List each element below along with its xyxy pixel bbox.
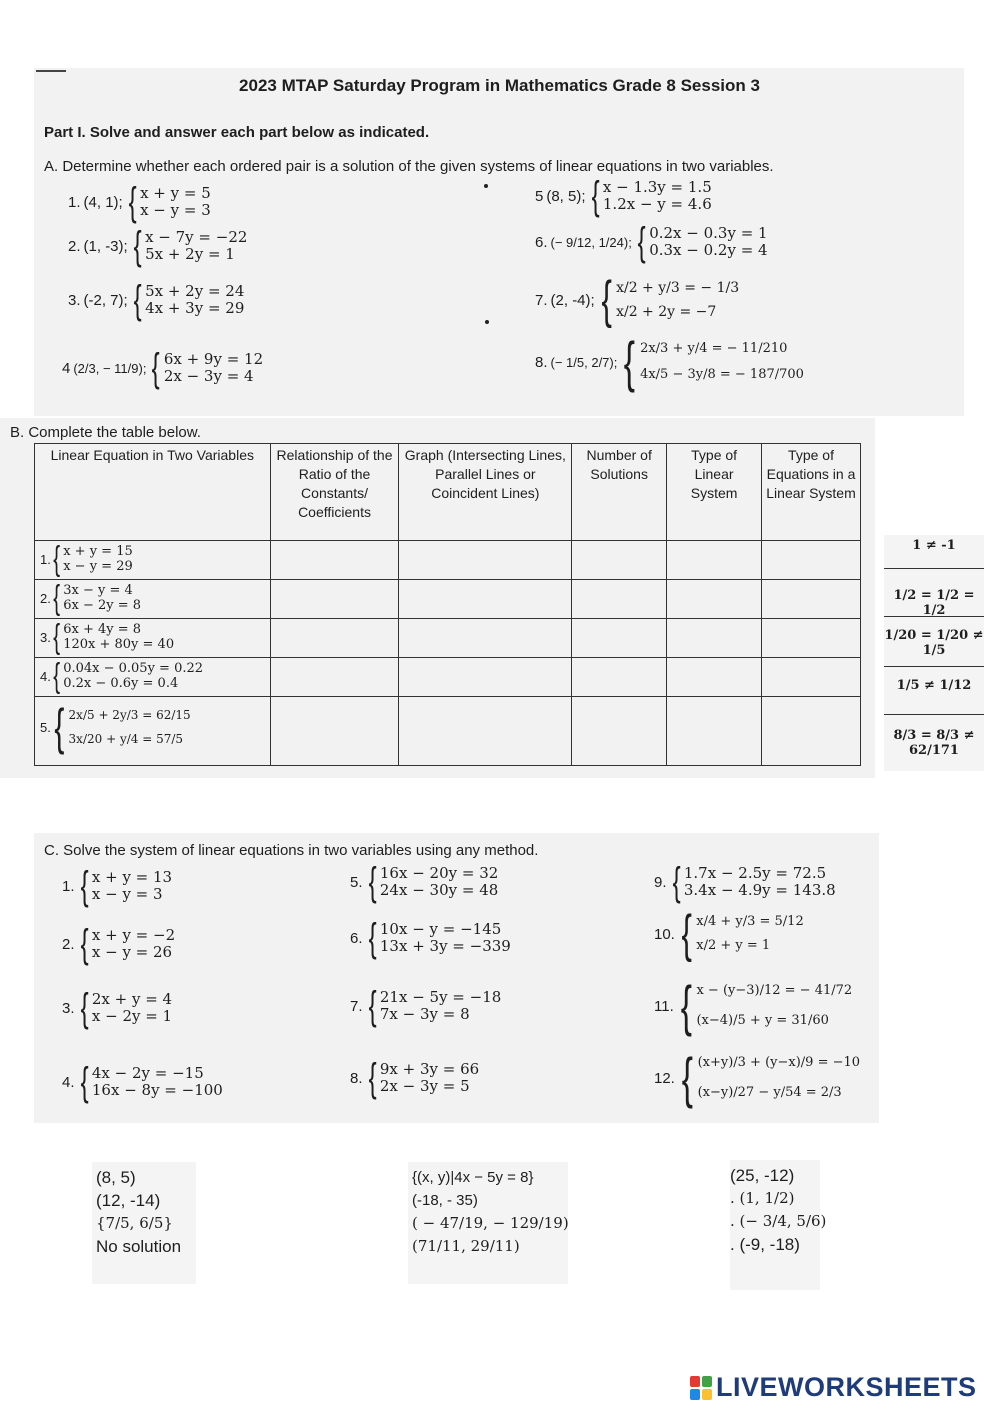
header-cell: Relationship of the Ratio of the Constants/ Coefficients xyxy=(270,444,399,541)
logo-grid-icon xyxy=(690,1376,712,1400)
c-item: 12. { (x+y)/3 + (y−x)/9 = −10 (x−y)/27 − y/54 = 2/3 xyxy=(654,1046,861,1109)
table-row xyxy=(35,619,861,658)
answer-choice[interactable]: ( − 47/19, − 129/19) xyxy=(412,1214,569,1232)
table-row xyxy=(35,658,861,697)
solutions-answer-cell[interactable] xyxy=(572,697,667,766)
a-item: 1. (4, 1); { x + y = 5 x − y = 3 xyxy=(68,180,211,224)
solutions-answer-cell[interactable] xyxy=(572,541,667,580)
equation-cell: 1. { x + y = 15 x − y = 29 xyxy=(35,541,271,580)
a-item: 3. (-2, 7); { 5x + 2y = 24 4x + 3y = 29 xyxy=(68,278,245,322)
answer-column xyxy=(730,1164,826,1256)
a-item: 6. (− 9/12, 1/24); { 0.2x − 0.3y = 1 0.3x − 0.2y = 4 xyxy=(535,220,768,264)
solutions-answer-cell[interactable] xyxy=(572,580,667,619)
ratio-answer-cell[interactable] xyxy=(270,697,399,766)
answer-column xyxy=(412,1166,569,1258)
page-title: 2023 MTAP Saturday Program in Mathematics Grade 8 Session 3 xyxy=(239,76,760,95)
scan-mark xyxy=(36,70,66,72)
answer-choice[interactable]: . (1, 1/2) xyxy=(730,1189,795,1207)
equation-type-answer-cell[interactable] xyxy=(762,619,861,658)
answer-choice[interactable]: {7/5, 6/5} xyxy=(96,1214,173,1232)
scan-speck xyxy=(485,320,489,324)
ratio-choice[interactable]: 1/5 ≠ 1/12 xyxy=(896,678,972,693)
table-header-row xyxy=(35,444,861,541)
system-type-answer-cell[interactable] xyxy=(667,619,762,658)
c-item: 2. { x + y = −2 x − y = 26 xyxy=(62,922,176,966)
equation-cell: 2. { 3x − y = 4 6x − 2y = 8 xyxy=(35,580,271,619)
a-item: 4 (2/3, − 11/9); { 6x + 9y = 12 2x − 3y = 4 xyxy=(62,346,264,390)
graph-answer-cell[interactable] xyxy=(399,658,572,697)
c-item: 3. { 2x + y = 4 x − 2y = 1 xyxy=(62,986,173,1030)
section-a-instruction: A. Determine whether each ordered pair is a solution of the given systems of linear equations in two variables. xyxy=(44,158,774,175)
equation-type-answer-cell[interactable] xyxy=(762,580,861,619)
c-item: 5. { 16x − 20y = 32 24x − 30y = 48 xyxy=(350,860,499,904)
answer-choice[interactable]: (8, 5) xyxy=(96,1168,136,1187)
ratio-answer-cell[interactable] xyxy=(270,658,399,697)
graph-answer-cell[interactable] xyxy=(399,619,572,658)
section-b-instruction: B. Complete the table below. xyxy=(10,424,201,441)
ratio-answer-cell[interactable] xyxy=(270,541,399,580)
summary-table xyxy=(34,443,861,766)
section-c-instruction: C. Solve the system of linear equations in two variables using any method. xyxy=(44,842,539,859)
header-cell: Number of Solutions xyxy=(572,444,667,541)
answer-choice[interactable]: {(x, y)|4x − 5y = 8} xyxy=(412,1169,534,1186)
scan-speck xyxy=(484,184,488,188)
table-row xyxy=(35,580,861,619)
a-item: 7. (2, -4); { x/2 + y/3 = − 1/3 x/2 + 2y = −7 xyxy=(535,271,740,329)
answer-choice[interactable]: . (-9, -18) xyxy=(730,1235,800,1254)
c-item: 10. { x/4 + y/3 = 5/12 x/2 + y = 1 xyxy=(654,905,804,963)
ratio-choice[interactable]: 1/2 = 1/2 = 1/2 xyxy=(893,588,975,618)
header-cell: Type of Equations in a Linear System xyxy=(762,444,861,541)
header-cell: Type of Linear System xyxy=(667,444,762,541)
equation-type-answer-cell[interactable] xyxy=(762,658,861,697)
liveworksheets-logo xyxy=(690,1372,977,1403)
header-cell: Graph (Intersecting Lines, Parallel Lines or Coincident Lines) xyxy=(399,444,572,541)
c-item: 11. { x − (y−3)/12 = − 41/72 (x−4)/5 + y = 31/60 xyxy=(654,974,853,1037)
equation-cell: 5. { 2x/5 + 2y/3 = 62/15 3x/20 + y/4 = 57/5 xyxy=(35,697,271,766)
answer-choice[interactable]: (25, -12) xyxy=(730,1166,795,1185)
c-item: 4. { 4x − 2y = −15 16x − 8y = −100 xyxy=(62,1060,223,1104)
divider xyxy=(884,616,984,617)
graph-answer-cell[interactable] xyxy=(399,580,572,619)
answer-choice[interactable]: (71/11, 29/11) xyxy=(412,1237,520,1255)
solutions-answer-cell[interactable] xyxy=(572,619,667,658)
answer-choice[interactable]: . (− 3/4, 5/6) xyxy=(730,1212,827,1230)
a-item: 8. (− 1/5, 2/7); { 2x/3 + y/4 = − 11/210 4x/5 − 3y/8 = − 187/700 xyxy=(535,330,804,393)
c-item: 1. { x + y = 13 x − y = 3 xyxy=(62,864,173,908)
answer-choice[interactable]: (-18, - 35) xyxy=(412,1192,478,1209)
divider xyxy=(884,666,984,667)
ratio-choice[interactable]: 1/20 = 1/20 ≠ 1/5 xyxy=(884,628,984,658)
graph-answer-cell[interactable] xyxy=(399,541,572,580)
table-row xyxy=(35,541,861,580)
divider xyxy=(884,714,984,715)
table-row xyxy=(35,697,861,766)
answer-column xyxy=(96,1166,181,1258)
ratio-choice[interactable]: 8/3 = 8/3 ≠ 62/171 xyxy=(893,728,975,758)
graph-answer-cell[interactable] xyxy=(399,697,572,766)
logo-text: LIVEWORKSHEETS xyxy=(716,1372,977,1402)
answer-choice[interactable]: (12, -14) xyxy=(96,1191,161,1210)
system-type-answer-cell[interactable] xyxy=(667,580,762,619)
c-item: 6. { 10x − y = −145 13x + 3y = −339 xyxy=(350,916,511,960)
system-type-answer-cell[interactable] xyxy=(667,658,762,697)
solutions-answer-cell[interactable] xyxy=(572,658,667,697)
equation-type-answer-cell[interactable] xyxy=(762,697,861,766)
system-type-answer-cell[interactable] xyxy=(667,541,762,580)
answer-choice[interactable]: No solution xyxy=(96,1237,182,1256)
system-type-answer-cell[interactable] xyxy=(667,697,762,766)
a-item: 2. (1, -3); { x − 7y = −22 5x + 2y = 1 xyxy=(68,224,248,268)
c-item: 8. { 9x + 3y = 66 2x − 3y = 5 xyxy=(350,1056,480,1100)
divider xyxy=(884,568,984,569)
part-heading: Part I. Solve and answer each part below as indicated. xyxy=(44,124,430,141)
ratio-answer-cell[interactable] xyxy=(270,580,399,619)
c-item: 7. { 21x − 5y = −18 7x − 3y = 8 xyxy=(350,984,502,1028)
a-item: 5 (8, 5); { x − 1.3y = 1.5 1.2x − y = 4.6 xyxy=(535,174,712,218)
equation-type-answer-cell[interactable] xyxy=(762,541,861,580)
c-item: 9. { 1.7x − 2.5y = 72.5 3.4x − 4.9y = 143.8 xyxy=(654,860,836,904)
equation-cell: 4. { 0.04x − 0.05y = 0.22 0.2x − 0.6y = 0.4 xyxy=(35,658,271,697)
ratio-choice[interactable]: 1 ≠ -1 xyxy=(912,538,956,553)
header-cell: Linear Equation in Two Variables xyxy=(35,444,271,541)
ratio-answer-cell[interactable] xyxy=(270,619,399,658)
equation-cell: 3. { 6x + 4y = 8 120x + 80y = 40 xyxy=(35,619,271,658)
